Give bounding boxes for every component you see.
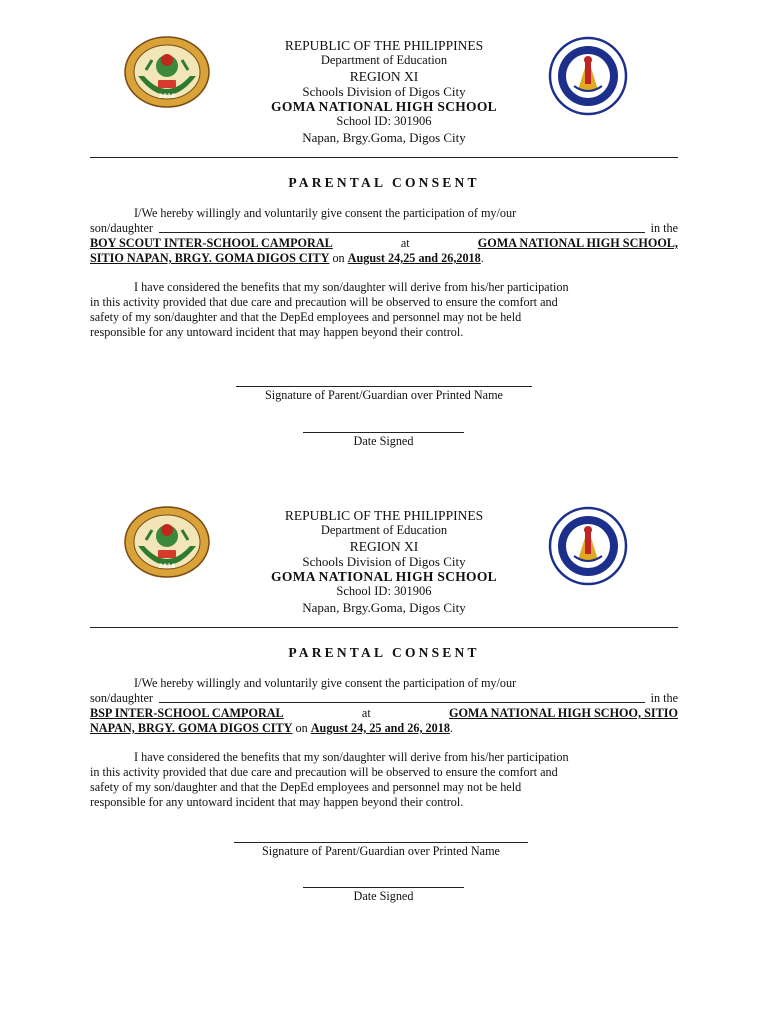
at-label: at	[361, 706, 371, 720]
considerations-line: responsible for any untoward incident that may happen beyond their control.	[90, 325, 464, 339]
department-heading: Department of Education	[320, 53, 448, 68]
division-heading: Schools Division of Digos City	[302, 553, 466, 569]
header-divider	[90, 627, 678, 628]
signature-line[interactable]	[236, 386, 532, 387]
deped-seal-logo	[548, 36, 628, 116]
event-dates: August 24, 25 and 26, 2018	[310, 721, 450, 735]
on-label: on	[295, 721, 308, 735]
considerations-line: responsible for any untoward incident that may happen beyond their control.	[90, 795, 464, 809]
letterhead	[160, 38, 608, 145]
form-title: PARENTAL CONSENT	[288, 645, 480, 660]
sentence-end: .	[480, 251, 484, 265]
region-heading: REGION XI	[349, 68, 419, 84]
event-dates: August 24,25 and 26,2018	[347, 251, 481, 265]
venue-part-2: NAPAN, BRGY. GOMA DIGOS CITY	[90, 721, 293, 735]
division-heading: Schools Division of Digos City	[302, 83, 466, 99]
date-signed-label: Date Signed	[353, 889, 414, 903]
venue-part-1: GOMA NATIONAL HIGH SCHOOL,	[477, 236, 678, 250]
signature-label: Signature of Parent/Guardian over Printed Name	[262, 844, 500, 858]
considerations-line: I have considered the benefits that my son/daughter will derive from his/her participation	[134, 750, 569, 764]
considerations-line: safety of my son/daughter and that the DepEd employees and personnel may not be held	[90, 780, 522, 794]
son-daughter-label: son/daughter	[90, 691, 153, 705]
form-title: PARENTAL CONSENT	[288, 175, 480, 190]
school-name: GOMA NATIONAL HIGH SCHOOL	[271, 569, 497, 585]
date-signed-line[interactable]	[303, 432, 464, 433]
school-address: Napan, Brgy.Goma, Digos City	[302, 599, 466, 615]
region-heading: REGION XI	[349, 538, 419, 554]
venue-part-1: GOMA NATIONAL HIGH SCHOO, SITIO	[448, 706, 678, 720]
event-name: BOY SCOUT INTER-SCHOOL CAMPORAL	[90, 236, 333, 250]
signature-line[interactable]	[234, 842, 528, 843]
deped-seal-logo	[548, 506, 628, 586]
considerations-line: safety of my son/daughter and that the DepEd employees and personnel may not be held	[90, 310, 522, 324]
consent-line-1: I/We hereby willingly and voluntarily give consent the participation of my/our	[134, 676, 517, 690]
svg-text:2016: 2016	[158, 563, 176, 570]
republic-heading: REPUBLIC OF THE PHILIPPINES	[284, 38, 484, 53]
event-name: BSP INTER-SCHOOL CAMPORAL	[90, 706, 284, 720]
on-label: on	[332, 251, 345, 265]
header-divider	[90, 157, 678, 158]
school-name: GOMA NATIONAL HIGH SCHOOL	[271, 99, 497, 115]
school-address: Napan, Brgy.Goma, Digos City	[302, 129, 466, 145]
letterhead	[160, 508, 608, 615]
date-signed-label: Date Signed	[353, 434, 414, 448]
at-label: at	[400, 236, 410, 250]
svg-text:2016: 2016	[158, 93, 176, 100]
republic-heading: REPUBLIC OF THE PHILIPPINES	[284, 508, 484, 523]
considerations-paragraph	[90, 280, 678, 340]
date-signed-line[interactable]	[303, 887, 464, 888]
in-the-label: in the	[650, 691, 678, 705]
sentence-end: .	[449, 721, 453, 735]
son-daughter-label: son/daughter	[90, 221, 153, 235]
consent-paragraph	[90, 676, 678, 736]
school-id: School ID: 301906	[336, 584, 432, 599]
consent-line-1: I/We hereby willingly and voluntarily give consent the participation of my/our	[134, 206, 517, 220]
student-name-blank[interactable]	[159, 221, 645, 233]
signature-label: Signature of Parent/Guardian over Printed Name	[265, 388, 503, 402]
school-id: School ID: 301906	[336, 114, 432, 129]
considerations-line: in this activity provided that due care and precaution will be observed to ensure the comfort and	[90, 765, 558, 779]
consent-paragraph	[90, 206, 678, 266]
consent-form-2	[0, 504, 768, 974]
considerations-line: in this activity provided that due care and precaution will be observed to ensure the comfort and	[90, 295, 558, 309]
consent-form-1	[0, 34, 768, 504]
student-name-blank[interactable]	[159, 691, 645, 703]
venue-part-2: SITIO NAPAN, BRGY. GOMA DIGOS CITY	[90, 251, 330, 265]
department-heading: Department of Education	[320, 523, 448, 538]
considerations-line: I have considered the benefits that my son/daughter will derive from his/her participation	[134, 280, 569, 294]
considerations-paragraph	[90, 750, 678, 810]
in-the-label: in the	[650, 221, 678, 235]
